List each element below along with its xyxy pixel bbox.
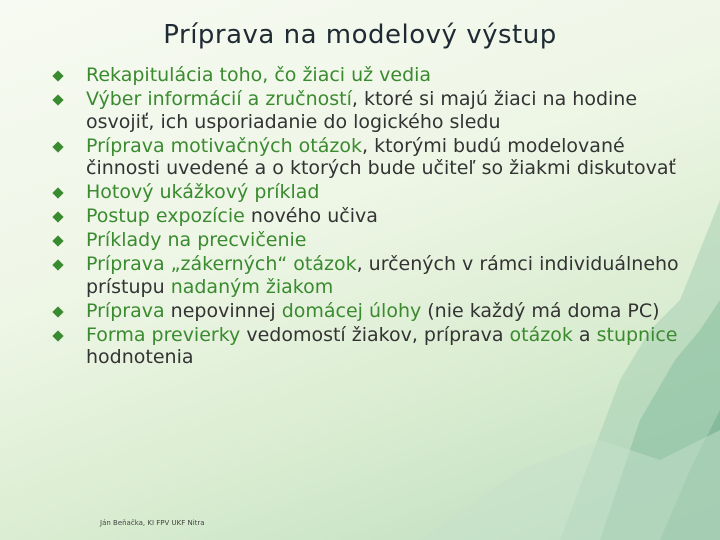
highlighted-text: otázok [509,323,573,346]
bullet-text: hodnotenia [86,346,194,368]
bullet-text: , určených v rámci individuálneho prístupu [86,253,679,298]
highlighted-text: domácej úlohy [281,299,422,322]
bullet-text: nového učiva [244,205,378,227]
bullet-text: a [572,323,597,346]
highlighted-text: Príprava [86,299,165,322]
bullet-text: vedomostí žiakov, príprava [240,323,510,346]
diamond-bullet-icon [52,211,63,222]
bullet-list [50,64,680,370]
highlighted-text: stupnice [596,323,678,346]
highlighted-text: Postup expozície [86,205,245,227]
bullet-item [50,253,680,298]
footer-credit: Ján Beňačka, KI FPV UKF Nitra [100,519,205,527]
bullet-item [50,181,680,204]
bullet-item [50,88,680,133]
highlighted-text: Forma previerky [86,323,241,346]
highlighted-text: Príklady na precvičenie [86,229,307,251]
diamond-bullet-icon [52,94,63,105]
diamond-bullet-icon [52,70,63,81]
bullet-item [50,135,680,180]
bullet-item [50,229,680,252]
highlighted-text: nadaným žiakom [170,275,334,298]
highlighted-text: Výber informácií a zručností [86,88,352,110]
diamond-bullet-icon [52,306,63,317]
bullet-text: (nie každý má doma PC) [421,299,660,322]
bullet-item [50,64,680,87]
diamond-bullet-icon [52,187,63,198]
bullet-item [50,324,680,369]
diamond-bullet-icon [52,141,63,152]
bullet-text: , ktorými budú modelované činnosti uvedené a o ktorých bude učiteľ so žiakmi diskutovať [86,134,676,179]
diamond-bullet-icon [52,235,63,246]
highlighted-text: Príprava „zákerných“ otázok [86,253,357,275]
bullet-text: , ktoré si majú žiaci na hodine osvojiť, ich usporiadanie do logického sledu [86,88,638,133]
diamond-bullet-icon [52,259,63,270]
bullet-item [50,300,680,323]
bullet-text: nepovinnej [164,299,282,322]
diamond-bullet-icon [52,330,63,341]
highlighted-text: Hotový ukážkový príklad [86,181,320,203]
highlighted-text: Príprava motivačných otázok [86,134,362,157]
bullet-item [50,205,680,228]
slide-title: Príprava na modelový výstup [163,20,557,50]
highlighted-text: Rekapitulácia toho, čo žiaci už vedia [86,64,432,86]
